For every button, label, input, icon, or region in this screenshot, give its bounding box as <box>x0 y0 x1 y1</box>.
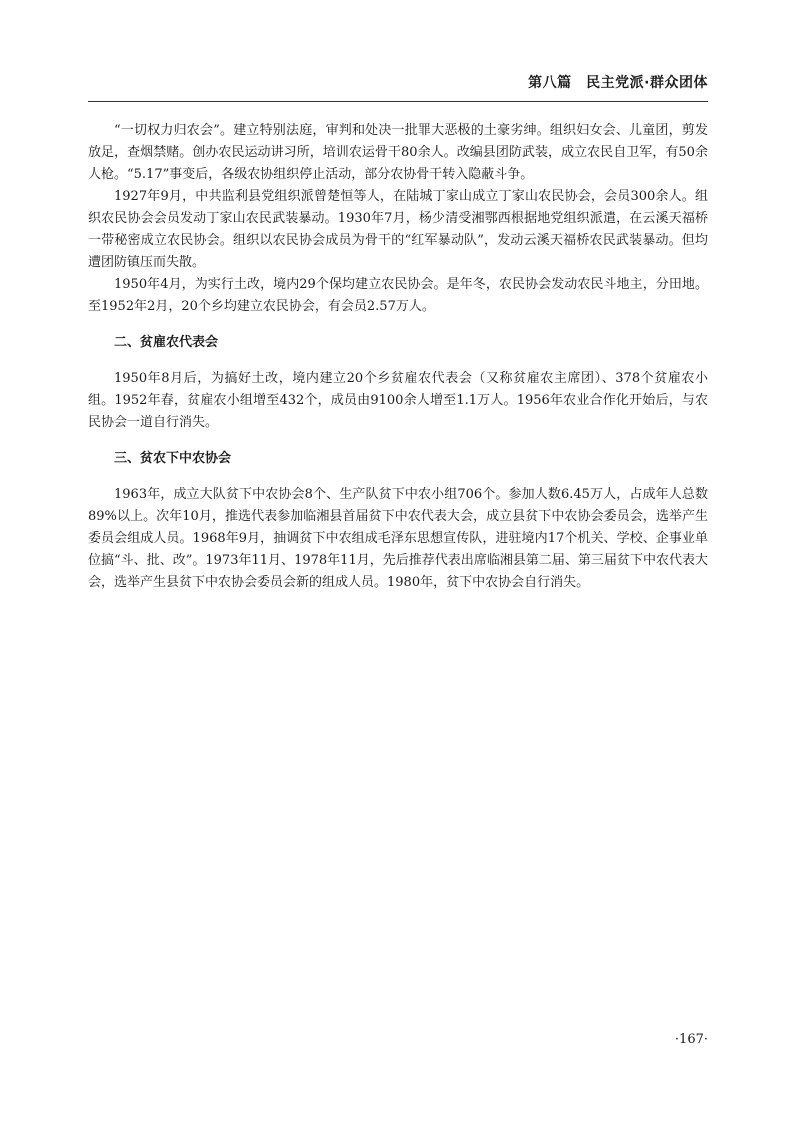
running-header: 第八篇 民主党派·群众团体 <box>528 75 708 91</box>
paragraph-3: 1950年4月，为实行土改，境内29个保均建立农民协会。是年冬，农民协会发动农民斗地主，分田地。至1952年2月，20个乡均建立农民协会，有会员2.57万人。 <box>88 277 708 314</box>
section-heading-2: 二、贫雇农代表会 <box>114 335 219 350</box>
paragraph-5: 1963年，成立大队贫下中农协会8个、生产队贫下中农小组706个。参加人数6.45万人，占成年人总数89%以上。次年10月，推选代表参加临湘县首届贫下中农代表大会，成立县贫下中农协会委员会，选举产生委员会组成人员。1968年9月，抽调贫下中农组成毛泽东思想宣传队，进驻境内17个机关、学校、企事业单位搞“斗、批、改”。1973年11月、1978年11月，先后推荐代表出席临湘县第二届、第三届贫下中农代表大会，选举产生县贫下中农协会委员会新的组成人员。1980年，贫下中农协会自行消失。 <box>88 487 708 590</box>
section-heading-3: 三、贫农下中农协会 <box>114 451 232 466</box>
paragraph-4: 1950年8月后，为搞好土改，境内建立20个乡贫雇农代表会（又称贫雇农主席团）、378个贫雇农小组。1952年春，贫雇农小组增至432个，成员由9100余人增至1.1万人。1956年农业合作化开始后，与农民协会一道自行消失。 <box>88 371 708 430</box>
page-number: ·167· <box>674 1032 708 1047</box>
page-body <box>88 120 708 594</box>
paragraph-2: 1927年9月，中共监利县党组织派曾楚恒等人，在陆城丁家山成立丁家山农民协会，会员300余人。组织农民协会会员发动丁家山农民武装暴动。1930年7月，杨少清受湘鄂西根据地党组织派遣，在云溪天福桥一带秘密成立农民协会。组织以农民协会成员为骨干的“红军暴动队”，发动云溪天福桥农民武装暴动。但均遭团防镇压而失散。 <box>88 189 708 270</box>
paragraph-1: “一切权力归农会”。建立特别法庭，审判和处决一批罪大恶极的土豪劣绅。组织妇女会、儿童团，剪发放足，查烟禁赌。创办农民运动讲习所，培训农运骨干80余人。改编县团防武装，成立农民自卫军，有50余人枪。“5.17”事变后，各级农协组织停止活动，部分农协骨干转入隐蔽斗争。 <box>88 123 708 182</box>
header-divider <box>88 101 708 102</box>
